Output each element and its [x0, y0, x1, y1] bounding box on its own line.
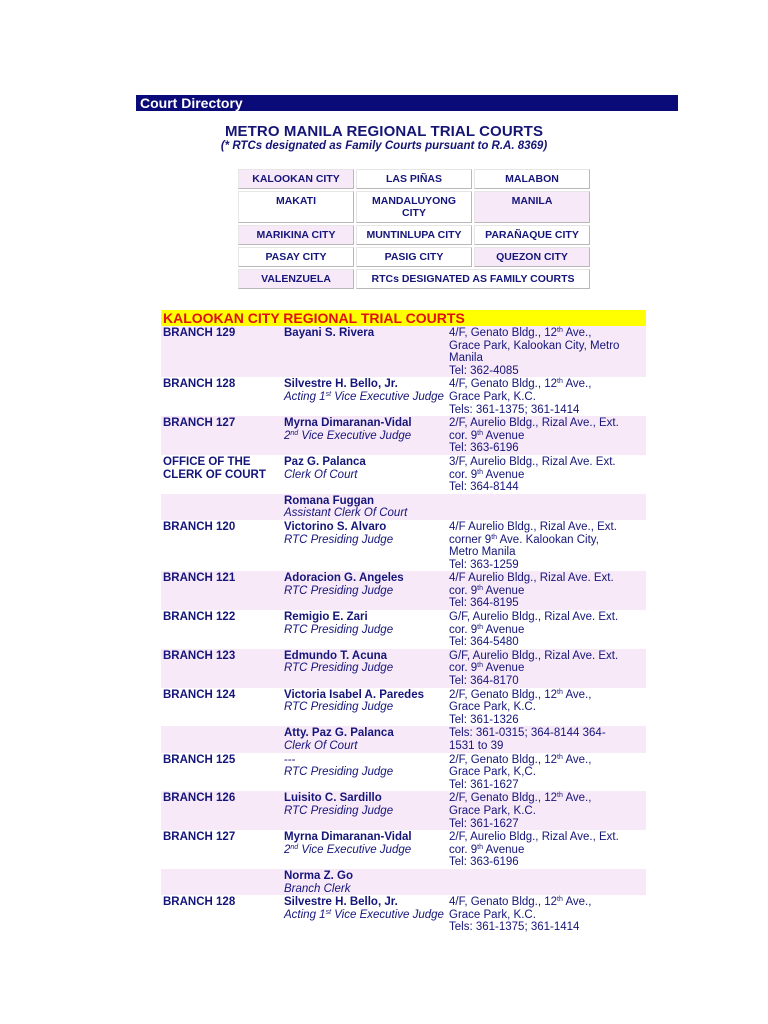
address-line: 4/F, Genato Bldg., 12th Ave.,	[449, 896, 592, 909]
official-role: 2nd Vice Executive Judge	[284, 843, 412, 856]
branch-label: BRANCH 122	[163, 611, 236, 624]
address-line: Tel: 363-6196	[449, 442, 519, 455]
official-name: Bayani S. Rivera	[284, 327, 375, 339]
official-role: RTC Presiding Judge	[284, 701, 394, 714]
address-line: Grace Park, K.C.	[449, 908, 536, 921]
official-cell	[284, 327, 449, 377]
city-link[interactable]: PARAÑAQUE CITY	[474, 225, 590, 245]
address-line: 2/F, Aurelio Bldg., Rizal Ave., Ext.	[449, 417, 619, 430]
address-line: Tel: 364-8195	[449, 597, 519, 610]
address-line: cor. 9th Avenue	[449, 662, 525, 675]
branch-label: BRANCH 123	[163, 649, 236, 662]
address-line: cor. 9th Avenue	[449, 429, 525, 442]
official-name: Victorino S. Alvaro	[284, 520, 387, 533]
court-row	[161, 791, 646, 830]
court-row	[161, 753, 646, 792]
official-name: Paz G. Palanca	[284, 455, 366, 468]
official-cell	[284, 870, 449, 895]
address-line: Tel: 364-5480	[449, 636, 519, 649]
official-name: Edmundo T. Acuna	[284, 649, 388, 662]
address-cell	[449, 689, 646, 727]
address-line: corner 9th Ave. Kalookan City,	[449, 533, 599, 546]
official-role: Acting 1st Vice Executive Judge	[284, 390, 444, 403]
address-cell	[449, 378, 646, 416]
court-row	[161, 688, 646, 727]
address-line: Tels: 361-0315; 364-8144 364-	[449, 727, 606, 740]
address-cell	[449, 792, 646, 830]
city-link[interactable]: MANILA	[474, 191, 590, 223]
city-link[interactable]: PASAY CITY	[238, 247, 354, 267]
address-line: Tels: 361-1375; 361-1414	[449, 921, 580, 934]
address-line: cor. 9th Avenue	[449, 623, 525, 636]
official-role: RTC Presiding Judge	[284, 766, 394, 779]
branch-label: BRANCH 125	[163, 753, 236, 766]
branch-label: BRANCH 121	[163, 572, 236, 585]
address-cell	[449, 572, 646, 610]
city-row	[238, 247, 590, 267]
city-link[interactable]: MANDALUYONG CITY	[356, 191, 472, 223]
city-link[interactable]: KALOOKAN CITY	[238, 169, 354, 189]
address-line: Metro Manila	[449, 546, 516, 559]
branch-label: BRANCH 120	[163, 520, 236, 533]
address-line: 2/F, Aurelio Bldg., Rizal Ave., Ext.	[449, 831, 619, 844]
official-cell	[284, 754, 449, 792]
address-line: 4/F, Genato Bldg., 12th Ave.,	[449, 327, 592, 339]
branch-label: BRANCH 124	[163, 688, 236, 701]
address-line: Tels: 361-1375; 361-1414	[449, 403, 580, 416]
branch-label: BRANCH 129	[163, 327, 236, 339]
official-cell	[284, 792, 449, 830]
official-role: RTC Presiding Judge	[284, 662, 394, 675]
address-line: cor. 9th Avenue	[449, 584, 525, 597]
court-row	[161, 895, 646, 934]
address-cell	[449, 456, 646, 494]
address-line: Grace Park, K,C.	[449, 766, 536, 779]
branch-label: BRANCH 127	[163, 831, 236, 844]
official-role: RTC Presiding Judge	[284, 584, 394, 597]
court-row	[161, 377, 646, 416]
court-row	[161, 416, 646, 455]
address-line: G/F, Aurelio Bldg., Rizal Ave. Ext.	[449, 649, 619, 662]
address-line: Tel: 363-1259	[449, 558, 519, 571]
court-row	[161, 326, 646, 377]
official-name: Norma Z. Go	[284, 869, 354, 882]
city-link[interactable]: VALENZUELA	[238, 269, 354, 289]
city-link[interactable]: LAS PIÑAS	[356, 169, 472, 189]
official-cell	[284, 611, 449, 649]
official-name: Remigio E. Zari	[284, 611, 368, 624]
court-row	[161, 726, 646, 752]
branch-label	[161, 870, 284, 895]
official-name: Silvestre H. Bello, Jr.	[284, 378, 398, 391]
official-name: Myrna Dimaranan-Vidal	[284, 831, 412, 844]
address-cell	[449, 521, 646, 571]
official-name: Adoracion G. Angeles	[284, 572, 404, 585]
section-title: KALOOKAN CITY REGIONAL TRIAL COURTS	[161, 310, 646, 326]
official-name: Silvestre H. Bello, Jr.	[284, 896, 398, 909]
address-cell	[449, 327, 646, 377]
address-line: Tel: 361-1627	[449, 817, 519, 830]
address-line: 4/F Aurelio Bldg., Rizal Ave. Ext.	[449, 572, 614, 585]
official-role: Clerk Of Court	[284, 740, 358, 752]
address-line: Grace Park, K.C.	[449, 701, 536, 714]
city-index-table	[236, 167, 592, 291]
address-line: cor. 9th Avenue	[449, 468, 525, 481]
official-role: RTC Presiding Judge	[284, 533, 394, 546]
address-line: Tel: 364-8144	[449, 481, 519, 494]
city-link[interactable]: MUNTINLUPA CITY	[356, 225, 472, 245]
address-cell	[449, 831, 646, 869]
official-cell	[284, 831, 449, 869]
branch-label	[161, 727, 284, 752]
city-link[interactable]: RTCs DESIGNATED AS FAMILY COURTS	[356, 269, 590, 289]
address-line: 4/F, Genato Bldg., 12th Ave.,	[449, 378, 592, 391]
official-cell	[284, 521, 449, 571]
address-line: Tel: 361-1627	[449, 778, 519, 791]
branch-label: BRANCH 128	[163, 896, 236, 909]
city-link[interactable]: MALABON	[474, 169, 590, 189]
address-line: G/F, Aurelio Bldg., Rizal Ave. Ext.	[449, 611, 619, 624]
city-link[interactable]: MAKATI	[238, 191, 354, 223]
court-row	[161, 455, 646, 494]
official-cell	[284, 495, 449, 520]
official-name: Atty. Paz G. Palanca	[284, 727, 394, 740]
address-line: Tel: 363-6196	[449, 856, 519, 869]
court-row	[161, 494, 646, 520]
court-row	[161, 649, 646, 688]
city-link[interactable]: MARIKINA CITY	[238, 225, 354, 245]
official-name: Victoria Isabel A. Paredes	[284, 688, 424, 701]
official-cell	[284, 650, 449, 688]
official-cell	[284, 456, 449, 494]
address-line: Grace Park, Kalookan City, Metro	[449, 339, 620, 352]
official-cell	[284, 689, 449, 727]
address-cell	[449, 495, 646, 520]
directory-header: Court Directory	[136, 95, 678, 111]
official-role: Acting 1st Vice Executive Judge	[284, 908, 444, 921]
address-line: Tel: 361-1326	[449, 713, 519, 726]
city-row	[238, 169, 590, 189]
official-cell	[284, 896, 449, 934]
address-line: Manila	[449, 352, 483, 365]
branch-label	[161, 495, 284, 520]
city-row	[238, 225, 590, 245]
address-cell	[449, 754, 646, 792]
official-cell	[284, 417, 449, 455]
court-row	[161, 830, 646, 869]
address-line: 4/F Aurelio Bldg., Rizal Ave., Ext.	[449, 520, 617, 533]
court-listing	[161, 326, 646, 934]
page-subtitle: (* RTCs designated as Family Courts pursuant to R.A. 8369)	[220, 140, 548, 152]
branch-label: BRANCH 128	[163, 378, 236, 391]
official-role: RTC Presiding Judge	[284, 623, 394, 636]
address-line: Tel: 362-4085	[449, 364, 519, 377]
address-cell	[449, 650, 646, 688]
address-line: 2/F, Genato Bldg., 12th Ave.,	[449, 688, 592, 701]
court-row	[161, 869, 646, 895]
page-title: METRO MANILA REGIONAL TRIAL COURTS	[224, 123, 544, 140]
address-cell	[449, 870, 646, 895]
official-role: Clerk Of Court	[284, 468, 358, 481]
address-cell	[449, 727, 646, 752]
official-role: RTC Presiding Judge	[284, 804, 394, 817]
official-role: Assistant Clerk Of Court	[284, 507, 408, 520]
address-cell	[449, 611, 646, 649]
official-name: Myrna Dimaranan-Vidal	[284, 417, 412, 430]
official-name: Luisito C. Sardillo	[284, 792, 382, 805]
city-row	[238, 269, 590, 289]
address-cell	[449, 417, 646, 455]
city-link[interactable]: PASIG CITY	[356, 247, 472, 267]
court-row	[161, 520, 646, 571]
address-line: Tel: 364-8170	[449, 675, 519, 688]
city-row	[238, 191, 590, 223]
address-line: 3/F, Aurelio Bldg., Rizal Ave. Ext.	[449, 455, 616, 468]
official-name: Romana Fuggan	[284, 494, 375, 507]
official-role: Branch Clerk	[284, 882, 351, 895]
address-line: Grace Park, K.C.	[449, 804, 536, 817]
address-line: 2/F, Genato Bldg., 12th Ave.,	[449, 792, 592, 805]
official-name: ---	[284, 753, 296, 766]
address-cell	[449, 896, 646, 934]
branch-label: BRANCH 126	[163, 792, 236, 805]
court-row	[161, 610, 646, 649]
official-cell	[284, 727, 449, 752]
official-cell	[284, 378, 449, 416]
address-line: Grace Park, K.C.	[449, 390, 536, 403]
address-line: cor. 9th Avenue	[449, 843, 525, 856]
branch-label: OFFICE OF THE CLERK OF COURT	[163, 455, 266, 481]
address-line: 1531 to 39	[449, 740, 504, 752]
branch-label: BRANCH 127	[163, 417, 236, 430]
address-line: 2/F, Genato Bldg., 12th Ave.,	[449, 753, 592, 766]
court-row	[161, 571, 646, 610]
official-cell	[284, 572, 449, 610]
city-link[interactable]: QUEZON CITY	[474, 247, 590, 267]
official-role: 2nd Vice Executive Judge	[284, 429, 412, 442]
